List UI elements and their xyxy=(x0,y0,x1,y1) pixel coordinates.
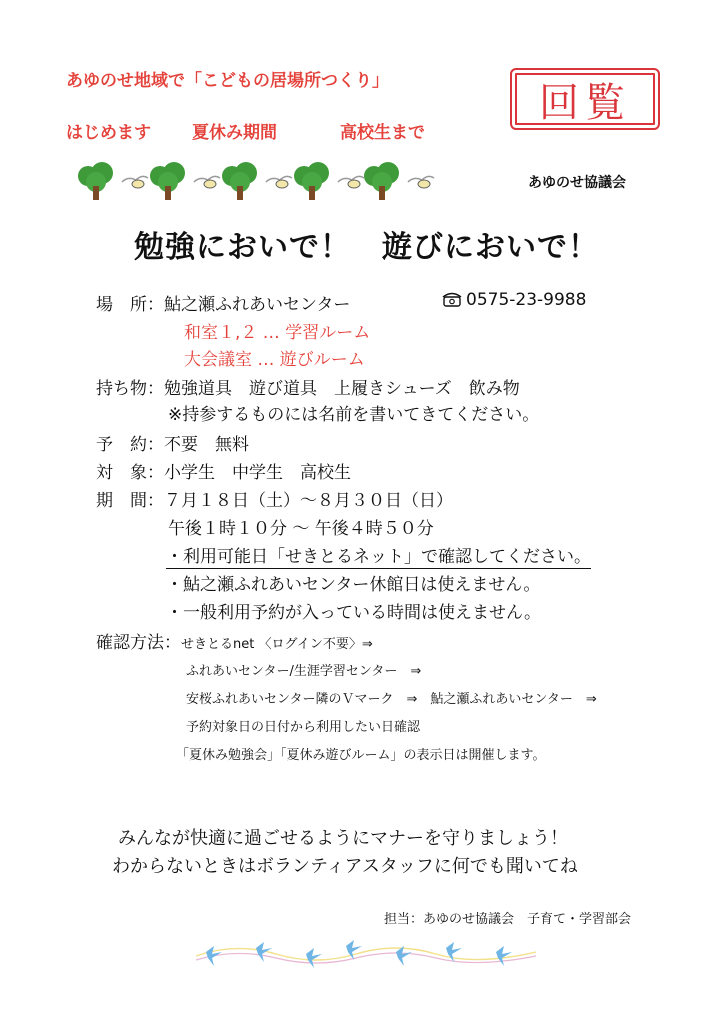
confirm-label: 確認方法 xyxy=(96,633,164,653)
room-1: 和室１,２ … 学習ルーム xyxy=(184,323,371,343)
insect-icon xyxy=(120,170,150,194)
colon: ： xyxy=(147,295,164,315)
confirm-step-2: ふれあいセンター/生涯学習センター ⇒ xyxy=(186,664,422,679)
place-value: 鮎之瀬ふれあいセンター xyxy=(164,295,351,315)
period-label: 期 間 xyxy=(96,491,147,511)
bring-row xyxy=(96,374,520,399)
note-reserved-times: ・一般利用予約が入っている時間は使えません。 xyxy=(166,603,542,623)
tree-icon xyxy=(148,160,188,202)
colon: ： xyxy=(147,491,164,511)
header-line2-age: 高校生まで xyxy=(340,123,425,143)
note-availability xyxy=(166,542,591,567)
colon: ： xyxy=(147,379,164,399)
organization-name: あゆのせ協議会 xyxy=(528,175,626,191)
header-line1: あゆのせ地域で「こどもの居場所つくり」 xyxy=(66,71,389,91)
tree-icon xyxy=(220,160,260,202)
tree-icon xyxy=(292,160,332,202)
closing-line-2: わからないときはボランティアスタッフに何でも聞いてね xyxy=(112,856,578,877)
contact-line: 担当：あゆのせ協議会 子育て・学習部会 xyxy=(384,912,632,927)
place-label: 場 所 xyxy=(96,295,147,315)
period-row xyxy=(96,486,453,511)
bird-decoration-icon xyxy=(196,934,536,974)
reserve-label: 予 約 xyxy=(96,435,147,455)
confirm-step-4: 予約対象日の日付から利用したい日確認 xyxy=(186,720,421,735)
bring-value: 勉強道具 遊び道具 上履きシューズ 飲み物 xyxy=(164,379,520,399)
bring-note: ※持参するものには名前を書いてきてください。 xyxy=(168,405,540,425)
room-2: 大会議室 … 遊びルーム xyxy=(184,350,365,370)
tree-icon xyxy=(362,160,402,202)
insect-icon xyxy=(264,170,294,194)
period-value: ７月１８日（土）～８月３０日（日） xyxy=(164,491,453,511)
header-line2-period: 夏休み期間 xyxy=(192,123,277,143)
page-title: 勉強においで！ 遊びにおいで！ xyxy=(134,230,599,265)
place-row xyxy=(96,290,350,315)
header-line2-start: はじめます xyxy=(66,123,151,143)
stamp-text: 回覧 xyxy=(539,79,631,126)
colon: ： xyxy=(147,435,164,455)
reserve-row xyxy=(96,430,249,455)
colon: ： xyxy=(164,633,181,653)
note-closed-days: ・鮎之瀬ふれあいセンター休館日は使えません。 xyxy=(166,575,541,595)
target-row xyxy=(96,458,351,483)
phone-row xyxy=(442,290,586,310)
confirm-row xyxy=(96,628,373,653)
closing-line-1: みんなが快適に過ごせるようにマナーを守りましょう！ xyxy=(118,828,568,849)
colon: ： xyxy=(147,463,164,483)
target-value: 小学生 中学生 高校生 xyxy=(164,463,351,483)
target-label: 対 象 xyxy=(96,463,147,483)
phone-number: 0575-23-9988 xyxy=(466,290,587,310)
insect-icon xyxy=(406,170,436,194)
confirm-step-5: 「夏休み勉強会」「夏休み遊びルーム」の表示日は開催します。 xyxy=(176,748,546,763)
insect-icon xyxy=(192,170,222,194)
time-value: 午後１時１０分 ～ 午後４時５０分 xyxy=(168,519,434,539)
bring-label: 持ち物 xyxy=(96,379,147,399)
note-availability-text: ・利用可能日「せきとるネット」で確認してください。 xyxy=(166,547,591,567)
phone-icon xyxy=(442,291,462,307)
reserve-value: 不要 無料 xyxy=(164,435,249,455)
tree-icon xyxy=(76,160,116,202)
confirm-step-3: 安桜ふれあいセンター隣のＶマーク ⇒ 鮎之瀬ふれあいセンター ⇒ xyxy=(186,692,597,707)
confirm-step-1: せきとるnet 〈ログイン不要〉⇒ xyxy=(181,637,373,652)
circulation-stamp xyxy=(510,68,660,130)
